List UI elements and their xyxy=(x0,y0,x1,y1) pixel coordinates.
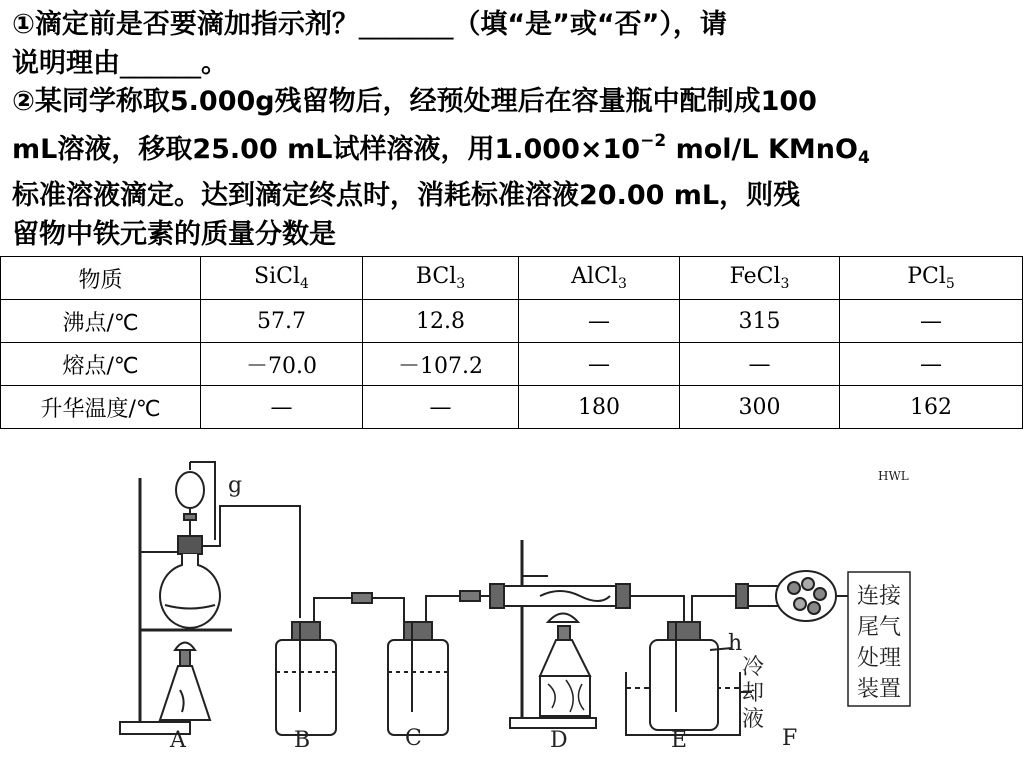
part-label-c: C xyxy=(405,726,422,751)
row-label: 沸点/℃ xyxy=(1,300,201,343)
part-label-b: B xyxy=(294,728,311,753)
question-1-hint: （填“是”或“否”），请 xyxy=(453,9,727,40)
drying-tube-stopper xyxy=(736,584,748,608)
watermark: HWL xyxy=(878,469,909,483)
table-row xyxy=(1,300,1023,343)
flask-stopper xyxy=(178,536,202,554)
table-cell: 300 xyxy=(680,386,840,429)
apparatus-svg xyxy=(0,440,1024,768)
header-text: 物质 xyxy=(78,267,123,293)
table-cell: — xyxy=(680,343,840,386)
header-cell xyxy=(201,257,363,300)
table-cell: — xyxy=(840,300,1023,343)
header-subscript: 3 xyxy=(456,276,466,292)
table-cell: 315 xyxy=(680,300,840,343)
rubber-joint-cd xyxy=(460,591,480,601)
table-cell: －70.0 xyxy=(201,343,363,386)
header-text: AlCl xyxy=(571,264,618,289)
header-text: FeCl xyxy=(729,264,781,289)
bottle-b-stopper xyxy=(292,622,320,640)
bottle-b xyxy=(276,640,336,735)
cooling-label-1: 冷 xyxy=(742,655,765,680)
desiccant xyxy=(808,602,820,614)
funnel-stopcock xyxy=(184,514,196,520)
table-cell: — xyxy=(363,386,519,429)
label-h: h xyxy=(728,631,743,656)
burner-wick xyxy=(180,650,190,666)
question-2-text-3: mol/L KMnO xyxy=(666,133,858,165)
question-1-reason-prompt: 说明理由 xyxy=(12,47,120,79)
question-2-text-5: 留物中铁元素的质量分数是 xyxy=(12,218,336,250)
question-line-5 xyxy=(12,177,1012,216)
separatory-funnel xyxy=(176,472,204,508)
table-cell: 57.7 xyxy=(201,300,363,343)
answer-blank-1: _______ xyxy=(358,9,454,40)
flame xyxy=(175,643,195,651)
table-row xyxy=(1,343,1023,386)
cooling-label-3: 液 xyxy=(742,707,765,732)
bottle-c xyxy=(388,640,448,735)
desiccant xyxy=(788,582,800,594)
hard-glass-tube xyxy=(496,586,626,606)
flame-d xyxy=(548,614,578,623)
alcohol-lamp-d xyxy=(540,640,590,676)
table-row xyxy=(1,386,1023,429)
question-line-6 xyxy=(12,216,1012,255)
header-text: BCl xyxy=(415,264,457,289)
tail-gas-label-1: 连接 xyxy=(856,584,902,609)
question-text xyxy=(12,6,1012,254)
table-cell: — xyxy=(840,343,1023,386)
part-label-d: D xyxy=(550,728,568,753)
tail-gas-label-3: 处理 xyxy=(856,646,902,671)
question-1-prompt: ①滴定前是否要滴加指示剂？ xyxy=(12,9,359,40)
tube-stopper-left xyxy=(490,584,504,608)
lamp-wick-d xyxy=(558,626,570,640)
part-label-a: A xyxy=(170,728,186,753)
table-cell: 180 xyxy=(519,386,680,429)
bottle-c-stopper xyxy=(404,622,432,640)
question-line-2 xyxy=(12,45,1012,84)
exponent: −2 xyxy=(640,130,667,151)
table-cell: — xyxy=(519,343,680,386)
header-subscript: 3 xyxy=(617,276,627,292)
stand-base-d xyxy=(510,718,596,728)
header-cell xyxy=(363,257,519,300)
tube-stopper-right xyxy=(616,584,630,608)
header-text: SiCl xyxy=(254,264,301,289)
row-label: 熔点/℃ xyxy=(1,343,201,386)
subscript-4: 4 xyxy=(857,147,870,168)
table-cell: 12.8 xyxy=(363,300,519,343)
properties-table xyxy=(0,256,1023,429)
desiccant xyxy=(794,598,806,610)
apparatus-a xyxy=(120,462,300,734)
period: 。 xyxy=(201,47,228,79)
part-label-e: E xyxy=(671,728,688,753)
table-cell: — xyxy=(201,386,363,429)
question-line-3 xyxy=(12,83,1012,122)
question-line-4 xyxy=(12,122,1012,178)
question-2-text-2: mL溶液，移取25.00 mL试样溶液，用1.000×10 xyxy=(12,133,641,165)
cooling-label-2: 却 xyxy=(742,681,765,706)
desiccant xyxy=(814,588,826,600)
apparatus-e xyxy=(626,596,764,735)
question-2-text-1: ②某同学称取5.000g残留物后，经预处理后在容量瓶中配制成100 xyxy=(12,86,817,117)
table-cell: — xyxy=(519,300,680,343)
tail-gas-label-2: 尾气 xyxy=(856,615,902,640)
collector-bottle xyxy=(650,640,718,730)
header-cell xyxy=(840,257,1023,300)
header-subscript: 5 xyxy=(945,276,955,292)
alcohol-lamp xyxy=(160,666,210,720)
table-cell: 162 xyxy=(840,386,1023,429)
part-label-f: F xyxy=(782,726,798,751)
header-cell xyxy=(519,257,680,300)
collector-stopper xyxy=(668,622,700,640)
rubber-joint-bc xyxy=(352,593,372,603)
row-label: 升华温度/℃ xyxy=(1,386,201,429)
table-cell: －107.2 xyxy=(363,343,519,386)
header-subscript: 3 xyxy=(780,276,790,292)
header-cell xyxy=(680,257,840,300)
apparatus-b xyxy=(276,593,404,735)
header-subscript: 4 xyxy=(300,276,309,292)
answer-blank-2: ______ xyxy=(120,47,201,79)
table-header-row xyxy=(1,257,1023,300)
question-line-1 xyxy=(12,6,1012,45)
apparatus-diagram xyxy=(0,440,1024,768)
tail-gas-label-4: 装置 xyxy=(856,677,902,702)
desiccant xyxy=(802,578,814,590)
question-2-text-4: 标准溶液滴定。达到滴定终点时，消耗标准溶液20.00 mL，则残 xyxy=(12,180,801,211)
wood-block xyxy=(540,676,590,716)
header-cell xyxy=(1,257,201,300)
header-text: PCl xyxy=(907,264,946,289)
label-g: g xyxy=(228,473,243,498)
round-flask xyxy=(160,554,220,628)
